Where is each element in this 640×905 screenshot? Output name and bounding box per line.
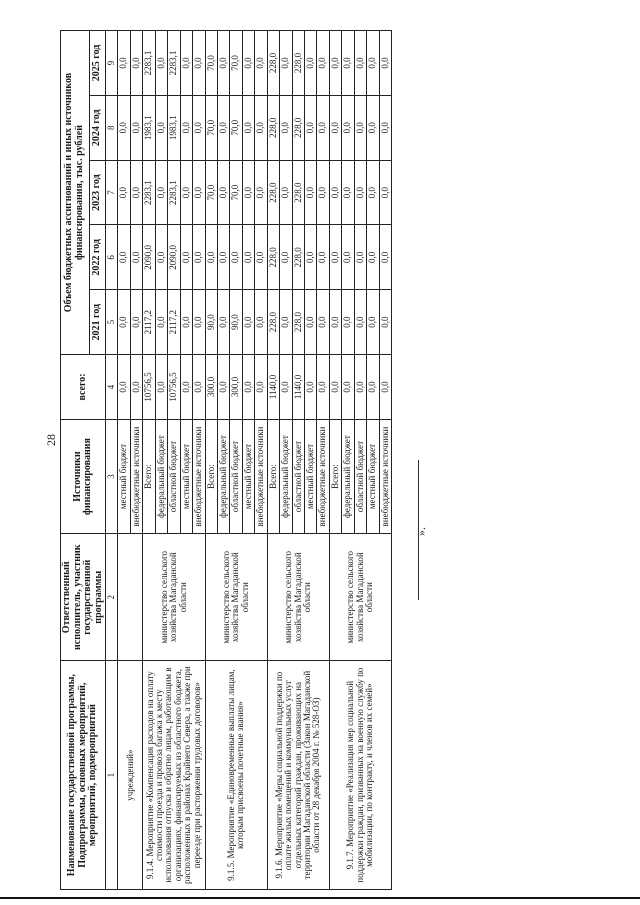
year-value-cell: 0,0 — [180, 31, 192, 96]
year-value-cell: 0,0 — [118, 225, 130, 290]
year-value-cell: 0,0 — [193, 160, 205, 225]
year-value-cell: 2117,2 — [143, 290, 155, 355]
year-value-cell: 90,0 — [205, 290, 217, 355]
year-value-cell: 0,0 — [242, 225, 254, 290]
source-cell: местный бюджет — [180, 419, 192, 533]
year-value-cell: 0,0 — [205, 225, 217, 290]
header-year: 2023 год — [89, 160, 105, 225]
year-value-cell: 0,0 — [280, 290, 292, 355]
total-value-cell: 0,0 — [317, 355, 329, 420]
year-value-cell: 0,0 — [155, 31, 167, 96]
year-value-cell: 0,0 — [180, 225, 192, 290]
index-cell: 6 — [106, 225, 118, 290]
header-year: 2024 год — [89, 95, 105, 160]
year-value-cell: 70,0 — [230, 160, 242, 225]
year-value-cell: 0,0 — [242, 290, 254, 355]
year-value-cell: 0,0 — [130, 95, 142, 160]
table-row — [329, 31, 341, 890]
year-value-cell: 0,0 — [130, 160, 142, 225]
year-value-cell: 0,0 — [118, 95, 130, 160]
year-value-cell: 0,0 — [379, 225, 391, 290]
year-value-cell: 0,0 — [217, 290, 229, 355]
year-value-cell: 2090,0 — [143, 225, 155, 290]
total-value-cell: 0,0 — [130, 355, 142, 420]
year-value-cell: 0,0 — [305, 290, 317, 355]
header-budget: Объем бюджетных ассигнований и иных источников финансирования, тыс. рублей — [61, 31, 90, 355]
header-year: 2021 год — [89, 290, 105, 355]
total-value-cell: 10756,5 — [143, 355, 155, 420]
year-value-cell: 0,0 — [329, 225, 341, 290]
year-value-cell: 0,0 — [242, 31, 254, 96]
year-value-cell: 228,0 — [292, 31, 304, 96]
year-value-cell: 0,0 — [354, 225, 366, 290]
year-value-cell: 0,0 — [193, 31, 205, 96]
header-source: Источники финансирования — [61, 419, 106, 533]
year-value-cell: 0,0 — [217, 31, 229, 96]
source-cell: местный бюджет — [367, 419, 379, 533]
year-value-cell: 228,0 — [267, 290, 279, 355]
total-value-cell: 10756,5 — [168, 355, 180, 420]
year-value-cell: 0,0 — [255, 290, 267, 355]
source-cell: федеральный бюджет — [155, 419, 167, 533]
year-value-cell: 2283,1 — [143, 31, 155, 96]
total-value-cell: 300,0 — [205, 355, 217, 420]
source-cell: внебюджетные источники — [379, 419, 391, 533]
year-value-cell: 0,0 — [280, 160, 292, 225]
total-value-cell: 0,0 — [280, 355, 292, 420]
responsible-cell: министерство сельского хозяйства Магаданской области — [205, 534, 267, 661]
year-value-cell: 1983,1 — [143, 95, 155, 160]
year-value-cell: 0,0 — [342, 160, 354, 225]
rotated-table-container — [60, 30, 600, 890]
year-value-cell: 0,0 — [155, 95, 167, 160]
year-value-cell: 0,0 — [342, 31, 354, 96]
scan-edge-line — [0, 897, 640, 899]
year-value-cell: 70,0 — [205, 31, 217, 96]
source-cell: внебюджетные источники — [130, 419, 142, 533]
year-value-cell: 0,0 — [155, 225, 167, 290]
year-value-cell: 0,0 — [367, 225, 379, 290]
year-value-cell: 0,0 — [305, 31, 317, 96]
source-cell: областной бюджет — [168, 419, 180, 533]
year-value-cell: 70,0 — [205, 95, 217, 160]
year-value-cell: 0,0 — [367, 290, 379, 355]
year-value-cell: 0,0 — [155, 290, 167, 355]
total-value-cell: 0,0 — [255, 355, 267, 420]
total-value-cell: 0,0 — [367, 355, 379, 420]
source-cell: федеральный бюджет — [280, 419, 292, 533]
source-cell: местный бюджет — [242, 419, 254, 533]
year-value-cell: 0,0 — [305, 225, 317, 290]
source-cell: областной бюджет — [230, 419, 242, 533]
total-value-cell: 0,0 — [342, 355, 354, 420]
year-value-cell: 0,0 — [367, 31, 379, 96]
source-cell: областной бюджет — [354, 419, 366, 533]
year-value-cell: 0,0 — [255, 225, 267, 290]
program-name-cell: 9.1.4. Мероприятие «Компенсация расходов на оплату стоимости проезда и провоза багажа к месту использования отпуска и обратно лицам, работающим в организациях, финансируемых из областного бюджета, расположенных в районах Крайнего Севера, а также при переезде при расторжении трудовых договоров» — [143, 661, 205, 890]
program-name-cell: учреждений» — [118, 661, 143, 890]
year-value-cell: 0,0 — [130, 225, 142, 290]
year-value-cell: 0,0 — [305, 95, 317, 160]
year-value-cell: 0,0 — [193, 95, 205, 160]
index-row — [106, 31, 118, 890]
total-value-cell: 1140,0 — [267, 355, 279, 420]
year-value-cell: 70,0 — [230, 31, 242, 96]
total-value-cell: 0,0 — [118, 355, 130, 420]
year-value-cell: 0,0 — [317, 290, 329, 355]
budget-table — [60, 30, 392, 890]
header-name: Наименование государственной программы, Подпрограммы, основных мероприятий, мероприятий, подмероприятий — [61, 661, 106, 890]
year-value-cell: 228,0 — [292, 290, 304, 355]
year-value-cell: 70,0 — [230, 95, 242, 160]
source-cell: местный бюджет — [305, 419, 317, 533]
year-value-cell: 0,0 — [130, 290, 142, 355]
year-value-cell: 0,0 — [180, 290, 192, 355]
table-row — [143, 31, 155, 890]
responsible-cell: министерство сельского хозяйства Магаданской области — [329, 534, 391, 661]
year-value-cell: 0,0 — [155, 160, 167, 225]
total-value-cell: 0,0 — [155, 355, 167, 420]
index-cell: 9 — [106, 31, 118, 96]
year-value-cell: 0,0 — [230, 225, 242, 290]
header-responsible: Ответственный исполнитель, участник государственной программы — [61, 534, 106, 661]
total-value-cell: 0,0 — [329, 355, 341, 420]
year-value-cell: 0,0 — [242, 95, 254, 160]
year-value-cell: 0,0 — [280, 31, 292, 96]
year-value-cell: 0,0 — [379, 290, 391, 355]
year-value-cell: 0,0 — [342, 95, 354, 160]
total-value-cell: 0,0 — [193, 355, 205, 420]
year-value-cell: 0,0 — [329, 95, 341, 160]
header-total: всего: — [61, 355, 106, 420]
source-cell: федеральный бюджет — [217, 419, 229, 533]
source-cell: Всего: — [143, 419, 155, 533]
index-cell: 1 — [106, 661, 118, 890]
source-cell: Всего: — [205, 419, 217, 533]
year-value-cell: 0,0 — [217, 95, 229, 160]
year-value-cell: 0,0 — [217, 225, 229, 290]
year-value-cell: 70,0 — [205, 160, 217, 225]
year-value-cell: 0,0 — [180, 160, 192, 225]
year-value-cell: 2117,2 — [168, 290, 180, 355]
year-value-cell: 0,0 — [193, 290, 205, 355]
year-value-cell: 0,0 — [329, 290, 341, 355]
closing-mark: ». — [414, 527, 428, 536]
year-value-cell: 0,0 — [118, 31, 130, 96]
year-value-cell: 228,0 — [267, 31, 279, 96]
page-number: 28 — [44, 434, 58, 446]
source-cell: областной бюджет — [292, 419, 304, 533]
year-value-cell: 0,0 — [255, 160, 267, 225]
index-cell: 8 — [106, 95, 118, 160]
year-value-cell: 0,0 — [367, 95, 379, 160]
year-value-cell: 0,0 — [342, 225, 354, 290]
index-cell: 3 — [106, 419, 118, 533]
year-value-cell: 0,0 — [280, 95, 292, 160]
year-value-cell: 0,0 — [342, 290, 354, 355]
source-cell: местный бюджет — [118, 419, 130, 533]
year-value-cell: 0,0 — [354, 31, 366, 96]
year-value-cell: 0,0 — [255, 31, 267, 96]
year-value-cell: 228,0 — [292, 225, 304, 290]
index-cell: 2 — [106, 534, 118, 661]
year-value-cell: 2283,1 — [143, 160, 155, 225]
header-year: 2025 год — [89, 31, 105, 96]
year-value-cell: 0,0 — [317, 95, 329, 160]
source-cell: внебюджетные источники — [317, 419, 329, 533]
year-value-cell: 90,0 — [230, 290, 242, 355]
year-value-cell: 0,0 — [317, 160, 329, 225]
year-value-cell: 1983,1 — [168, 95, 180, 160]
table-row — [205, 31, 217, 890]
total-value-cell: 0,0 — [242, 355, 254, 420]
program-name-cell: 9.1.5. Мероприятие «Единовременные выплаты лицам, которым присвоены почетные звания» — [205, 661, 267, 890]
year-value-cell: 0,0 — [329, 160, 341, 225]
index-cell: 7 — [106, 160, 118, 225]
source-cell: Всего: — [267, 419, 279, 533]
source-cell: федеральный бюджет — [342, 419, 354, 533]
year-value-cell: 228,0 — [292, 160, 304, 225]
responsible-cell — [118, 534, 143, 661]
year-value-cell: 2283,1 — [168, 160, 180, 225]
year-value-cell: 0,0 — [217, 160, 229, 225]
year-value-cell: 0,0 — [130, 31, 142, 96]
year-value-cell: 0,0 — [255, 95, 267, 160]
year-value-cell: 0,0 — [379, 160, 391, 225]
year-value-cell: 0,0 — [193, 225, 205, 290]
year-value-cell: 0,0 — [379, 31, 391, 96]
year-value-cell: 0,0 — [354, 290, 366, 355]
year-value-cell: 0,0 — [367, 160, 379, 225]
year-value-cell: 0,0 — [329, 31, 341, 96]
table-row — [267, 31, 279, 890]
index-cell: 5 — [106, 290, 118, 355]
program-name-cell: 9.1.7. Мероприятие «Реализация мер социальной поддержки граждан, призванных на военную службу по мобилизации, по контракту, и членов их семей» — [329, 661, 391, 890]
responsible-cell: министерство сельского хозяйства Магаданской области — [143, 534, 205, 661]
year-value-cell: 0,0 — [379, 95, 391, 160]
year-value-cell: 0,0 — [354, 160, 366, 225]
year-value-cell: 0,0 — [242, 160, 254, 225]
year-value-cell: 0,0 — [305, 160, 317, 225]
year-value-cell: 228,0 — [267, 95, 279, 160]
total-value-cell: 0,0 — [379, 355, 391, 420]
header-year: 2022 год — [89, 225, 105, 290]
year-value-cell: 0,0 — [118, 290, 130, 355]
year-value-cell: 0,0 — [280, 225, 292, 290]
table-body — [118, 31, 392, 890]
table-row — [118, 31, 130, 890]
year-value-cell: 0,0 — [317, 31, 329, 96]
source-cell: внебюджетные источники — [193, 419, 205, 533]
total-value-cell: 0,0 — [180, 355, 192, 420]
source-cell: внебюджетные источники — [255, 419, 267, 533]
source-cell: Всего: — [329, 419, 341, 533]
total-value-cell: 1140,0 — [292, 355, 304, 420]
year-value-cell: 228,0 — [267, 160, 279, 225]
index-cell: 4 — [106, 355, 118, 420]
total-value-cell: 0,0 — [354, 355, 366, 420]
year-value-cell: 0,0 — [180, 95, 192, 160]
year-value-cell: 0,0 — [354, 95, 366, 160]
year-value-cell: 0,0 — [317, 225, 329, 290]
program-name-cell: 9.1.6. Мероприятие «Меры социальной поддержки по оплате жилых помещений и коммунальных услуг отдельных категорий граждан, проживающих на территории Магаданской области (Закон Магаданской области от 28 декабря 2004 г. № 528-ОЗ) — [267, 661, 329, 890]
year-value-cell: 2283,1 — [168, 31, 180, 96]
year-value-cell: 228,0 — [267, 225, 279, 290]
year-value-cell: 228,0 — [292, 95, 304, 160]
year-value-cell: 2090,0 — [168, 225, 180, 290]
total-value-cell: 0,0 — [305, 355, 317, 420]
responsible-cell: министерство сельского хозяйства Магаданской области — [267, 534, 329, 661]
total-value-cell: 0,0 — [217, 355, 229, 420]
total-value-cell: 300,0 — [230, 355, 242, 420]
year-value-cell: 0,0 — [118, 160, 130, 225]
